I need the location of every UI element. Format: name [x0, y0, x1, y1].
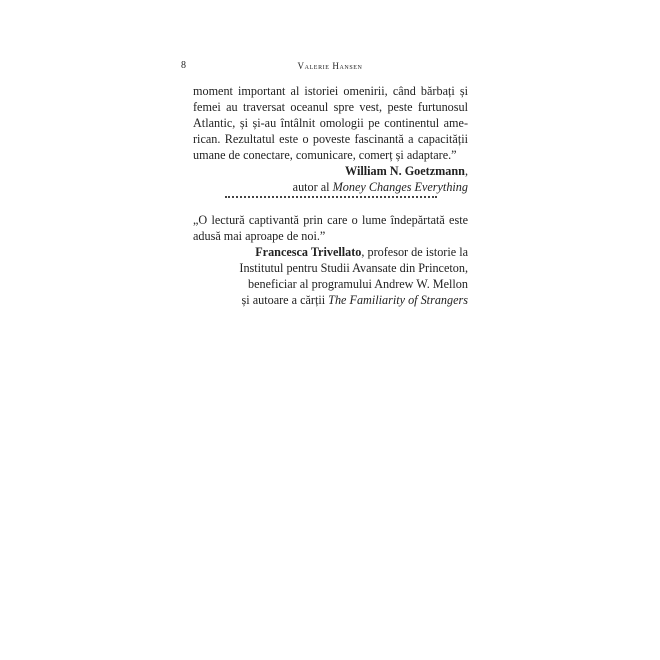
- quote-2-author-line1-rest: , profesor de istorie la: [361, 245, 468, 259]
- quote-1: [193, 83, 468, 195]
- quote-2-line: „O lectură captivantă prin care o lume îndepărtată este: [193, 213, 468, 227]
- quote-2-author-line4-prefix: și autoare a cărții: [241, 293, 329, 307]
- quote-1-line: femei au traversat oceanul spre vest, peste furtunosul: [193, 100, 468, 114]
- quote-1-line: umane de conectare, comunicare, comerț și adaptare.”: [193, 148, 457, 162]
- quote-2-line: adusă mai aproape de noi.”: [193, 229, 326, 243]
- quote-1-line: rican. Rezultatul este o poveste fascinantă a capacității: [193, 132, 468, 146]
- quote-2-attribution-line: Institutul pentru Studii Avansate din Princeton,: [239, 261, 468, 275]
- quote-1-line: Atlantic, și și-au întâlnit omologii pe continentul ame-: [193, 116, 468, 130]
- quote-2-attribution-line: beneficiar al programului Andrew W. Mellon: [248, 277, 468, 291]
- quote-1-author-role-prefix: autor al: [292, 180, 333, 194]
- quote-1-book-title: Money Changes Everything: [332, 180, 468, 194]
- quote-2-author-name: Francesca Trivellato: [255, 245, 362, 259]
- quote-2-book-title: The Familiarity of Strangers: [328, 293, 468, 307]
- quote-2-attribution-line: [193, 244, 468, 260]
- quote-2: [193, 212, 468, 308]
- quote-1-author-name-suffix: ,: [464, 164, 468, 178]
- quote-2-attribution-line: [193, 292, 468, 308]
- quote-1-line: moment important al istoriei omenirii, când bărbați și: [193, 84, 468, 98]
- running-head: Valerie Hansen: [297, 61, 363, 71]
- quote-1-attribution-name: [193, 163, 468, 179]
- quote-1-attribution-role: [193, 179, 468, 195]
- quote-1-author-name: William N. Goetzmann: [345, 164, 465, 178]
- page-number: 8: [181, 60, 186, 71]
- dotted-divider: [225, 196, 437, 198]
